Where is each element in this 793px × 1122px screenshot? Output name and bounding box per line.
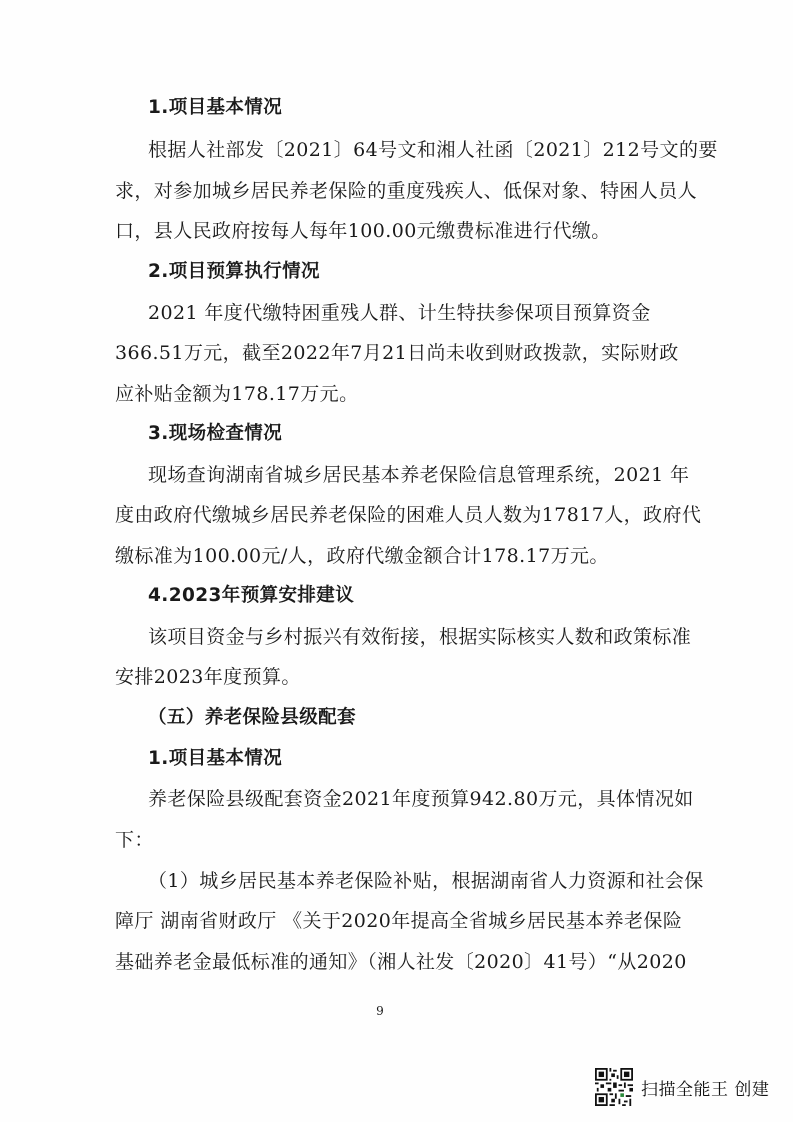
heading-site-inspection: 3.现场检查情况 [148, 423, 283, 444]
paragraph-line: 下： [115, 829, 154, 851]
heading-project-basic-1: 1.项目基本情况 [148, 97, 283, 118]
paragraph-line: 养老保险县级配套资金2021年度预算942.80万元，具体情况如 [148, 788, 694, 810]
paragraph-line: 求，对参加城乡居民养老保险的重度残疾人、低保对象、特困人员人 [115, 180, 698, 202]
paragraph-line: 度由政府代缴城乡居民养老保险的困难人员人数为17817人，政府代 [115, 504, 702, 526]
paragraph-line: 障厅 湖南省财政厅 《关于2020年提高全省城乡居民基本养老保险 [115, 910, 683, 932]
heading-2023-budget: 4.2023年预算安排建议 [148, 585, 355, 606]
paragraph-line: 缴标准为100.00元/人，政府代缴金额合计178.17万元。 [115, 545, 609, 567]
paragraph-line: 现场查询湖南省城乡居民基本养老保险信息管理系统，2021 年 [148, 464, 690, 486]
paragraph-line: 该项目资金与乡村振兴有效衔接，根据实际核实人数和政策标准 [148, 626, 692, 648]
paragraph-line: 基础养老金最低标准的通知》（湘人社发〔2020〕41号）“从2020 [115, 951, 687, 973]
paragraph-line: 2021 年度代缴特困重残人群、计生特扶参保项目预算资金 [148, 302, 651, 324]
heading-project-basic-2: 1.项目基本情况 [148, 748, 283, 769]
paragraph-line: 366.51万元，截至2022年7月21日尚未收到财政拨款，实际财政 [115, 342, 679, 364]
paragraph-line: （1）城乡居民基本养老保险补贴，根据湖南省人力资源和社会保 [148, 870, 704, 892]
paragraph-line: 根据人社部发〔2021〕64号文和湘人社函〔2021〕212号文的要 [148, 139, 718, 161]
heading-budget-execution: 2.项目预算执行情况 [148, 261, 320, 282]
paragraph-line: 安排2023年度预算。 [115, 666, 301, 688]
heading-section-five: （五）养老保险县级配套 [148, 707, 356, 728]
page-number: 9 [376, 1004, 384, 1018]
scanner-label: 扫描全能王 创建 [641, 1079, 770, 1100]
paragraph-line: 口，县人民政府按每人每年100.00元缴费标准进行代缴。 [115, 220, 611, 242]
scanner-watermark [595, 1067, 769, 1107]
paragraph-line: 应补贴金额为178.17万元。 [115, 383, 359, 405]
qr-code-icon [595, 1068, 633, 1106]
